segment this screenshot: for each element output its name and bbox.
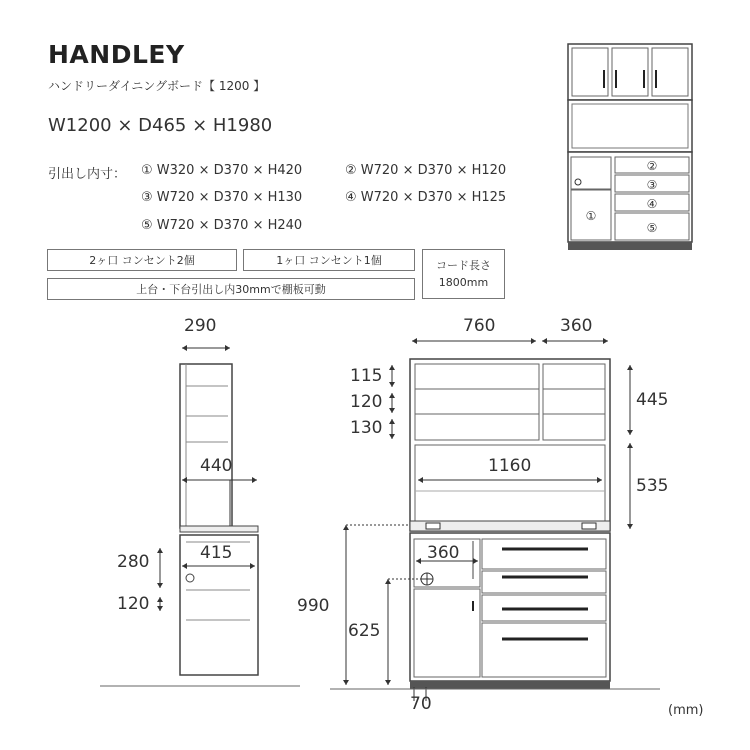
- cord-length-label: コード長さ: [436, 259, 491, 272]
- shelf-note-box: [47, 278, 415, 300]
- drawer-specs-label: 引出し内寸：: [48, 167, 127, 182]
- side-shelf-depth: 440: [200, 456, 233, 476]
- drawer-spec-1: ① W320 × D370 × H420: [141, 163, 303, 178]
- front-shelf-115: 115: [350, 366, 383, 386]
- product-title: HANDLEY: [48, 40, 185, 69]
- outlet-one-box: [243, 249, 415, 271]
- front-upper-445: 445: [636, 390, 669, 410]
- thumb-label-2: ②: [646, 159, 658, 173]
- thumb-label-5: ⑤: [646, 221, 658, 235]
- front-width-right: 360: [560, 316, 593, 336]
- side-depth-top: 290: [184, 316, 217, 336]
- front-bottom-offset: 70: [410, 694, 432, 714]
- thumbnail-illustration: [560, 40, 700, 255]
- drawer-spec-2: ② W720 × D370 × H120: [345, 163, 507, 178]
- front-shelf-120: 120: [350, 392, 383, 412]
- front-opening-width: 1160: [488, 456, 532, 476]
- front-width-left: 760: [463, 316, 496, 336]
- outlet-one-label: 1ヶ口 コンセント1個: [276, 254, 382, 267]
- front-upper-535: 535: [636, 476, 669, 496]
- thumb-label-4: ④: [646, 197, 658, 211]
- front-cabinet-height: 625: [348, 621, 381, 641]
- outlet-two-label: 2ヶ口 コンセント2個: [89, 254, 195, 267]
- thumb-label-1: ①: [585, 209, 597, 223]
- front-shelf-130: 130: [350, 418, 383, 438]
- side-view-drawing: [100, 330, 300, 700]
- unit-label: (mm): [668, 703, 704, 718]
- cord-length-value: 1800mm: [438, 276, 489, 289]
- front-cabinet-width: 360: [427, 543, 460, 563]
- drawer-spec-4: ④ W720 × D370 × H125: [345, 190, 507, 205]
- side-inner-depth: 415: [200, 543, 233, 563]
- front-counter-height: 990: [297, 596, 330, 616]
- outlet-two-box: [47, 249, 237, 271]
- cord-length-box: [422, 249, 505, 299]
- shelf-note-label: 上台・下台引出し内30mmで棚板可動: [136, 283, 326, 296]
- drawer-spec-3: ③ W720 × D370 × H130: [141, 190, 303, 205]
- product-subtitle: ハンドリーダイニングボード【 1200 】: [48, 79, 266, 93]
- thumb-label-3: ③: [646, 178, 658, 192]
- side-height-120: 120: [117, 594, 150, 614]
- product-dimensions: W1200 × D465 × H1980: [48, 115, 273, 136]
- drawer-spec-5: ⑤ W720 × D370 × H240: [141, 218, 303, 233]
- side-height-280: 280: [117, 552, 150, 572]
